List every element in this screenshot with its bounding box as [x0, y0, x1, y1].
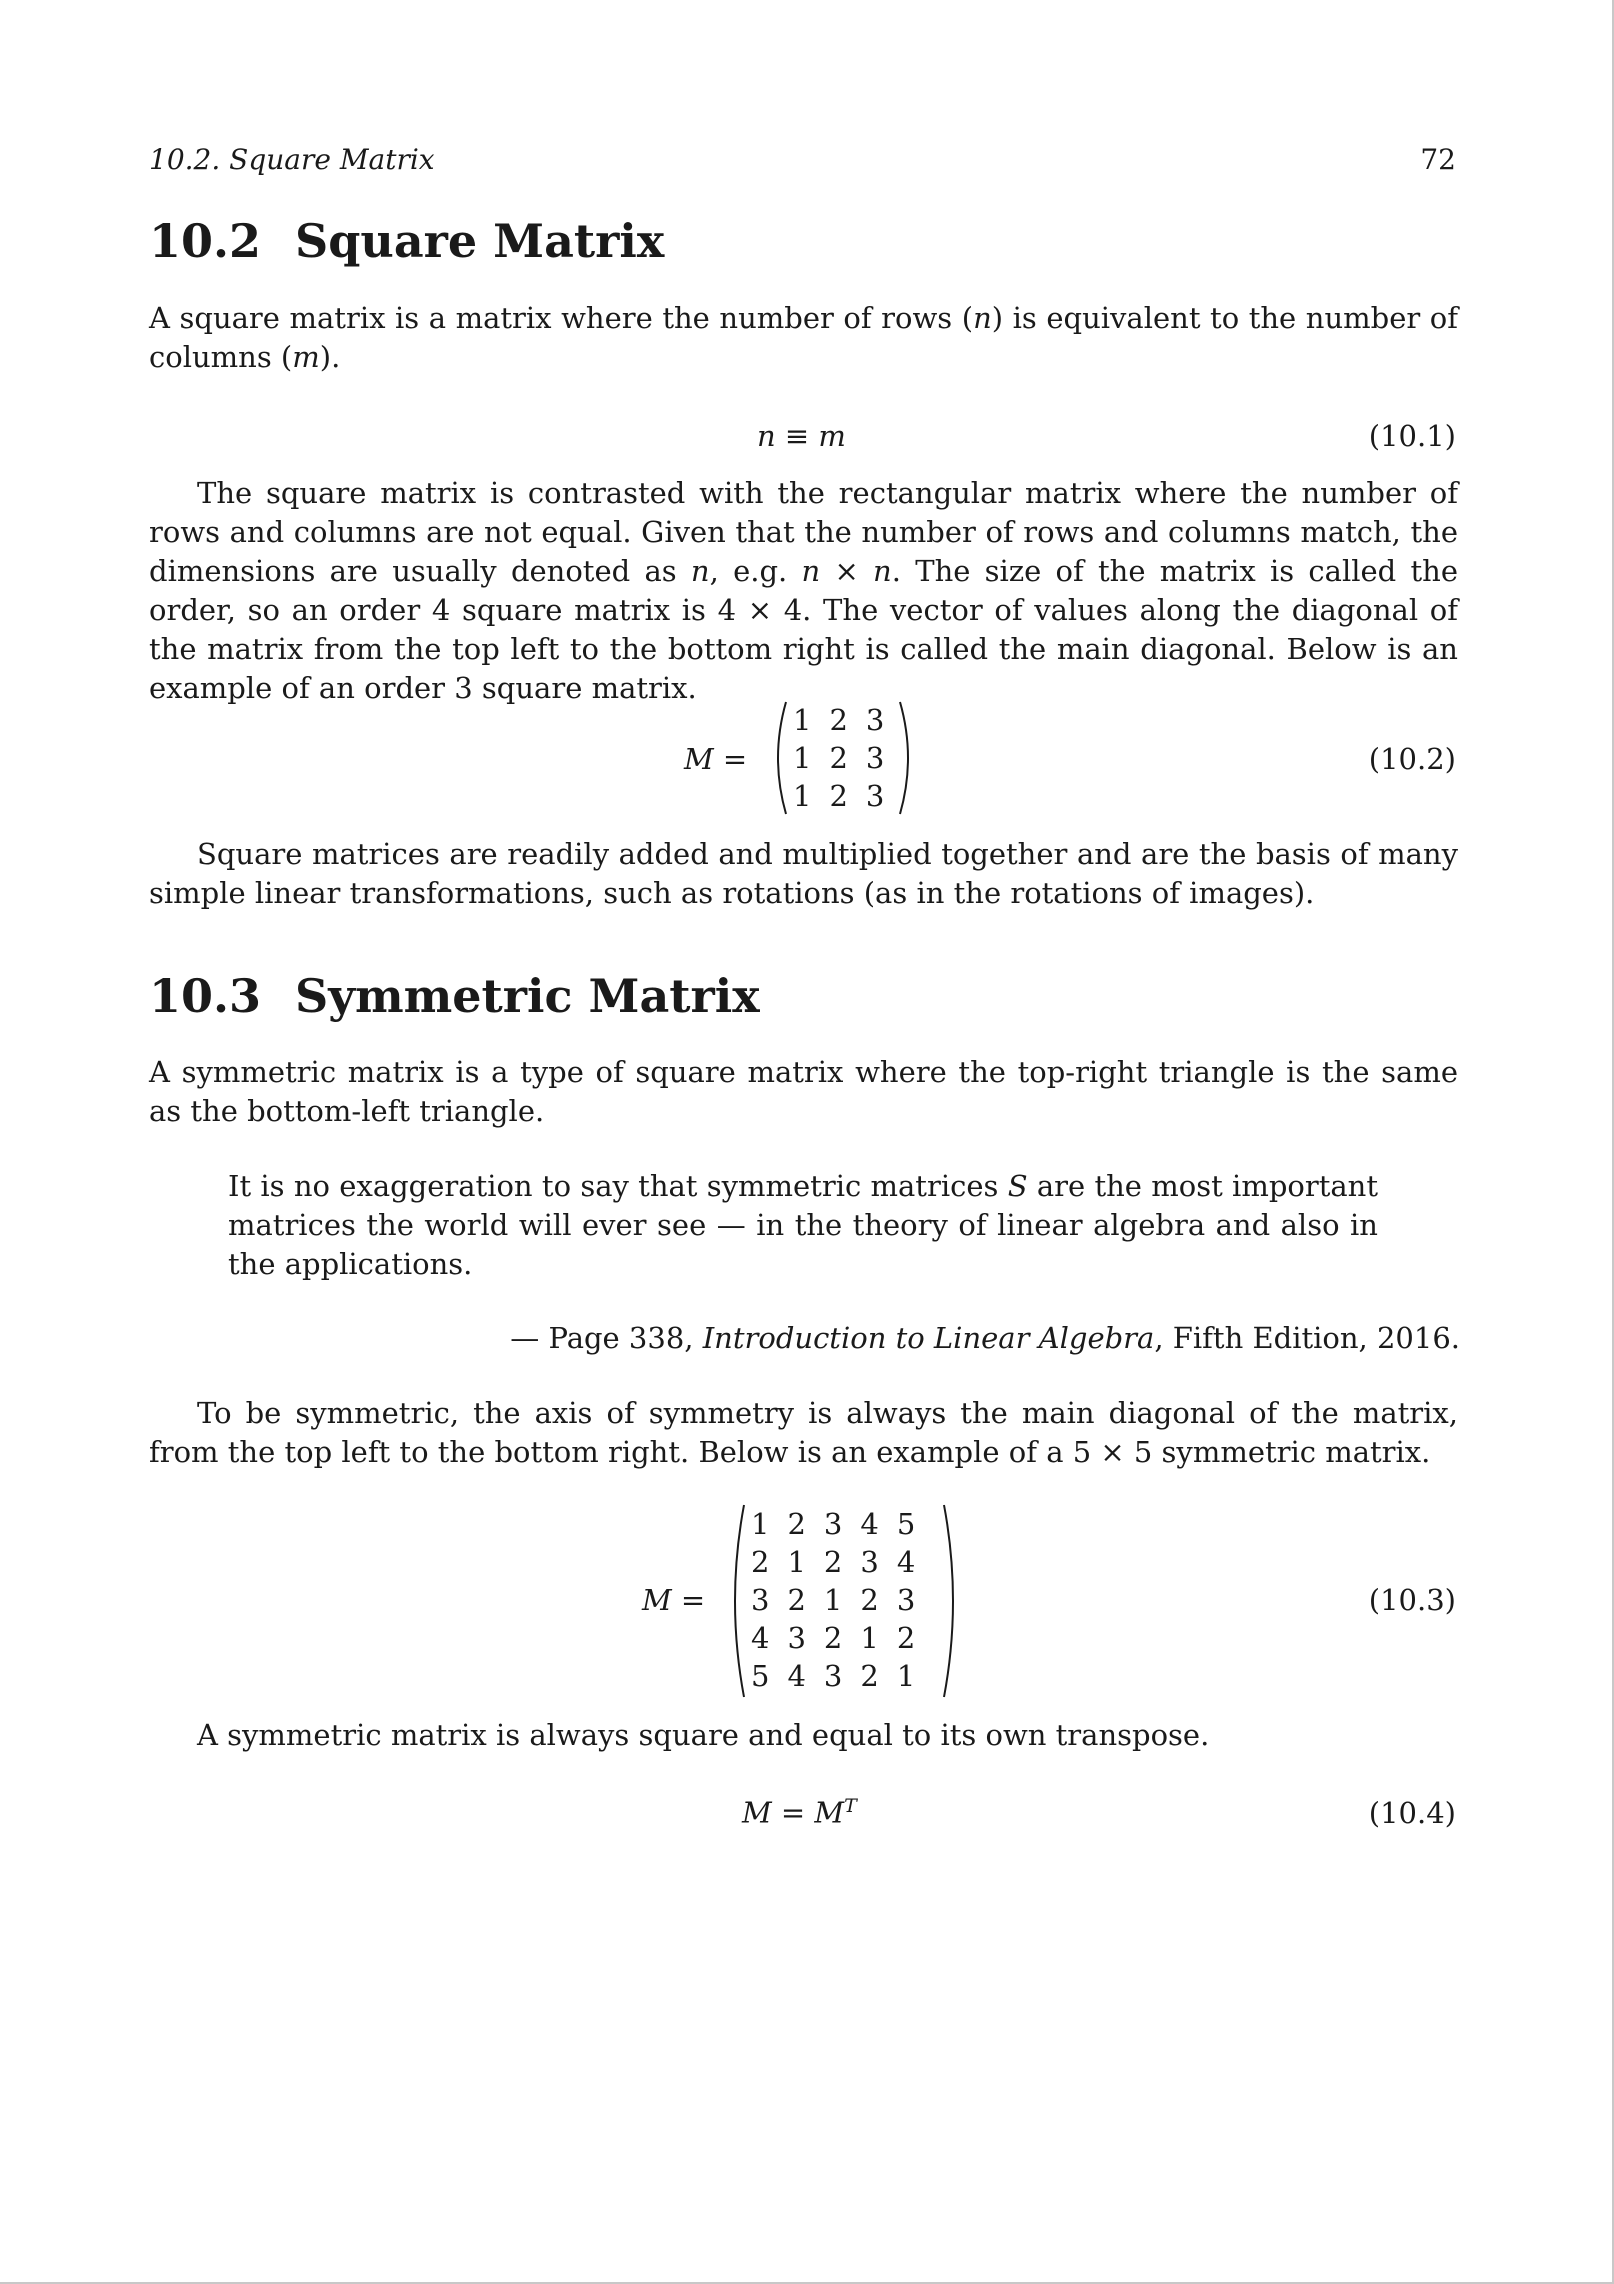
matrix-label: M = — [684, 742, 748, 776]
matrix-cell: 1 — [860, 1621, 879, 1655]
paragraph-symmetric-intro: A symmetric matrix is a type of square matrix where the top-right triangle is the same as the bottom-left triangle. — [149, 1055, 1458, 1128]
matrix-cell: 2 — [823, 1545, 843, 1579]
matrix-5x5-table — [742, 1505, 924, 1695]
quote-citation — [510, 1321, 1460, 1355]
matrix-cell: 1 — [896, 1659, 916, 1693]
matrix-cell: 4 — [787, 1659, 806, 1693]
paragraph-symmetric-axis: To be symmetric, the axis of symmetry is always the main diagonal of the matrix, from the top left to the bottom right. Below is an example of a 5 × 5 symmetric matrix. — [149, 1396, 1458, 1469]
matrix-row — [742, 1543, 924, 1581]
matrix-cell: 2 — [829, 741, 848, 775]
matrix-cell: 2 — [860, 1659, 879, 1693]
matrix-5x5 — [724, 1503, 964, 1699]
matrix-3x3-table — [784, 701, 893, 815]
matrix-cell: 3 — [865, 779, 885, 813]
matrix-3x3 — [768, 700, 918, 816]
matrix-row — [742, 1505, 924, 1543]
right-parenthesis — [898, 700, 918, 816]
matrix-label: M = — [642, 1583, 706, 1617]
book-title: Introduction to Linear Algebra — [702, 1321, 1155, 1355]
matrix-cell: 3 — [823, 1507, 843, 1541]
text-run: , e.g. — [709, 554, 802, 588]
right-parenthesis — [942, 1503, 964, 1699]
matrix-cell: 4 — [896, 1545, 916, 1579]
math-n-by-n: n × n — [801, 554, 892, 588]
matrix-cell: 3 — [865, 741, 885, 775]
section-title: Square Matrix — [295, 214, 665, 268]
equation-number-10-2: (10.2) — [1368, 742, 1456, 776]
section-title: Symmetric Matrix — [295, 969, 760, 1023]
matrix-cell: 3 — [787, 1621, 806, 1655]
paragraph-symmetric-transpose: A symmetric matrix is always square and equal to its own transpose. — [197, 1718, 1210, 1752]
matrix-cell: 4 — [860, 1507, 879, 1541]
transpose-superscript: T — [844, 1795, 857, 1817]
paragraph-square-intro — [149, 299, 1458, 377]
matrix-row — [784, 701, 893, 739]
text-run: , Fifth Edition, 2016. — [1154, 1321, 1460, 1355]
matrix-cell: 2 — [787, 1507, 806, 1541]
paragraph-square-operations: Square matrices are readily added and multiplied together and are the basis of many simple linear transformations, such as rotations (as in the rotations of images). — [149, 837, 1458, 910]
text-run: — Page 338, — [510, 1321, 703, 1355]
matrix-cell: 1 — [793, 779, 812, 813]
matrix-cell: 2 — [751, 1545, 770, 1579]
matrix-cell: 2 — [823, 1621, 843, 1655]
math-n: n — [973, 301, 992, 335]
equation-number-10-3: (10.3) — [1368, 1583, 1456, 1617]
matrix-cell: 2 — [860, 1583, 879, 1617]
matrix-cell: 5 — [896, 1507, 916, 1541]
math-s: S — [1007, 1169, 1028, 1203]
section-heading-square-matrix — [149, 214, 664, 268]
matrix-row — [742, 1619, 924, 1657]
matrix-row — [784, 739, 893, 777]
matrix-cell: 3 — [751, 1583, 770, 1617]
block-quote — [228, 1167, 1378, 1284]
matrix-row — [742, 1657, 924, 1695]
matrix-cell: 1 — [793, 741, 812, 775]
matrix-cell: 1 — [751, 1507, 770, 1541]
matrix-cell: 3 — [865, 703, 885, 737]
matrix-cell: 3 — [860, 1545, 879, 1579]
matrix-cell: 1 — [793, 703, 812, 737]
running-header-title: 10.2. Square Matrix — [149, 143, 435, 176]
equation-number-10-1: (10.1) — [1368, 419, 1456, 453]
section-heading-symmetric-matrix — [149, 969, 760, 1023]
matrix-cell: 2 — [896, 1621, 916, 1655]
equation-lhs: M = M — [742, 1795, 845, 1830]
matrix-row — [784, 777, 893, 815]
math-n: n — [690, 554, 710, 588]
section-number: 10.2 — [149, 214, 262, 268]
matrix-cell: 3 — [896, 1583, 916, 1617]
math-m: m — [292, 340, 320, 374]
matrix-cell: 2 — [787, 1583, 806, 1617]
matrix-cell: 3 — [823, 1659, 843, 1693]
text-run: ). — [319, 340, 341, 374]
section-number: 10.3 — [149, 969, 262, 1023]
matrix-cell: 5 — [751, 1659, 770, 1693]
text-run: . The size of the matrix is called the order, so an order 4 square matrix is 4 × 4. The vector of values along the diagonal of the matrix from the top left to the bottom right is called the main diagonal. Below is an example of an order 3 square matrix. — [149, 554, 1458, 705]
text-run: A square matrix is a matrix where the number of rows ( — [149, 301, 974, 335]
paragraph-square-description — [149, 474, 1458, 708]
matrix-cell: 1 — [787, 1545, 806, 1579]
matrix-cell: 2 — [829, 779, 848, 813]
equation-10-4 — [742, 1795, 857, 1830]
equation-10-1: n ≡ m — [757, 419, 846, 453]
text-run: ) is equivalent to the number of columns ( — [149, 301, 1458, 374]
equation-number-10-4: (10.4) — [1368, 1796, 1456, 1830]
text-run: It is no exaggeration to say that symmetric matrices — [228, 1169, 1008, 1203]
text-run: The square matrix is contrasted with the rectangular matrix where the number of rows and columns are not equal. Given that the number of rows and columns match, the dimensions are usually denoted as — [149, 476, 1458, 588]
matrix-row — [742, 1581, 924, 1619]
page-number: 72 — [1420, 143, 1456, 176]
text-run: are the most important matrices the world will ever see — in the theory of linear algebra and also in the applications. — [228, 1169, 1378, 1281]
matrix-cell: 1 — [823, 1583, 843, 1617]
matrix-cell: 4 — [751, 1621, 770, 1655]
matrix-cell: 2 — [829, 703, 848, 737]
